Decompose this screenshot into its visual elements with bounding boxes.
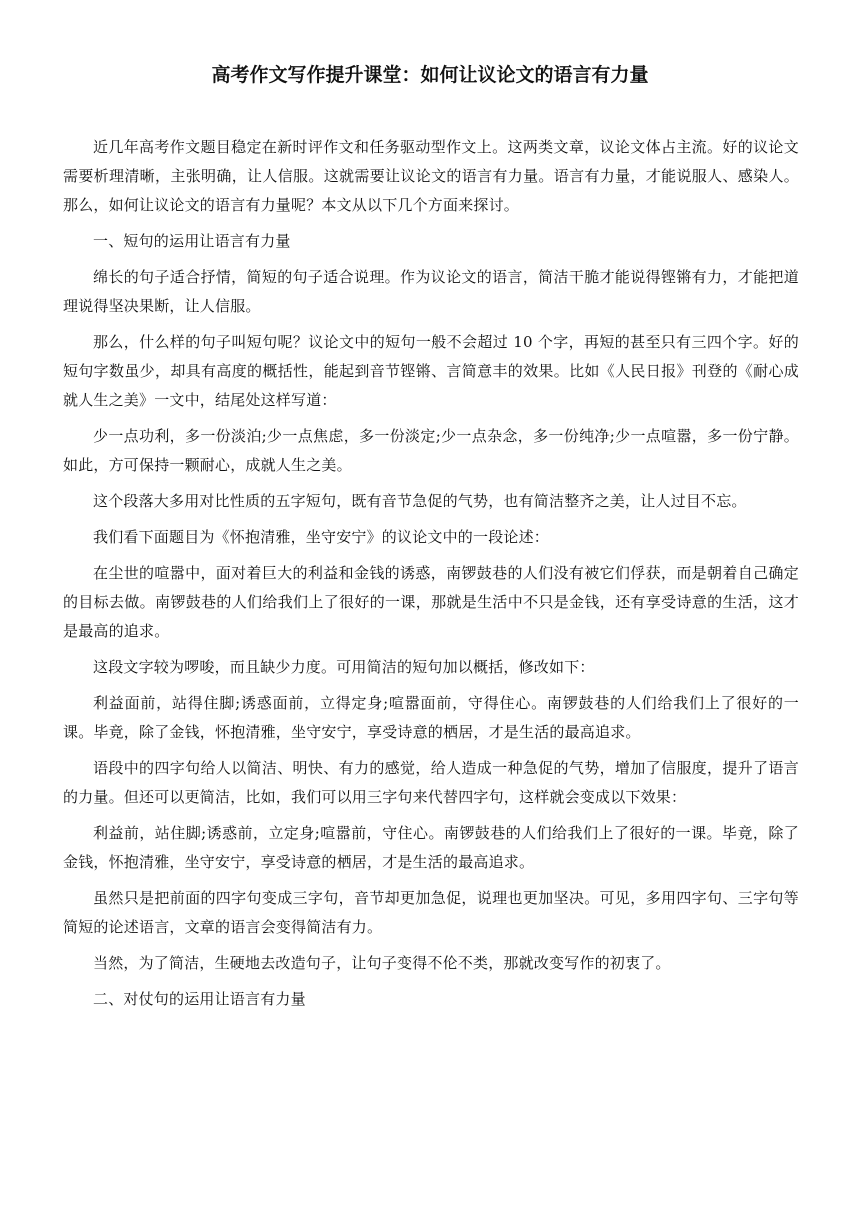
paragraph: 当然，为了简洁，生硬地去改造句子，让句子变得不伦不类，那就改变写作的初衷了。 — [93, 954, 671, 972]
quote-paragraph: 在尘世的喧嚣中，面对着巨大的利益和金钱的诱惑，南锣鼓巷的人们没有被它们俘获，而是朝着自己确定的目标去做。南锣鼓巷的人们给我们上了很好的一课，那就是生活中不只是金钱，还有享受诗意的生活，这才是最高的追求。 — [63, 564, 799, 640]
quote-paragraph: 利益面前，站得住脚;诱惑面前，立得定身;喧嚣面前，守得住心。南锣鼓巷的人们给我们上了很好的一课。毕竟，除了金钱，怀抱清雅，坐守安宁，享受诗意的栖居，才是生活的最高追求。 — [63, 694, 799, 741]
paragraph: 绵长的句子适合抒情，简短的句子适合说理。作为议论文的语言，简洁干脆才能说得铿锵有力，才能把道理说得坚决果断，让人信服。 — [63, 268, 799, 315]
paragraph: 我们看下面题目为《怀抱清雅，坐守安宁》的议论文中的一段论述： — [93, 528, 550, 546]
document-title: 高考作文写作提升课堂：如何让议论文的语言有力量 — [211, 64, 649, 86]
document-body — [63, 133, 799, 1021]
quote-paragraph: 利益前，站住脚;诱惑前，立定身;喧嚣前，守住心。南锣鼓巷的人们给我们上了很好的一课。毕竟，除了金钱，怀抱清雅，坐守安宁，享受诗意的栖居，才是生活的最高追求。 — [63, 824, 799, 871]
paragraph: 这段文字较为啰唆，而且缺少力度。可用简洁的短句加以概括，修改如下： — [93, 658, 595, 676]
paragraph: 这个段落大多用对比性质的五字短句，既有音节急促的气势，也有简洁整齐之美，让人过目不忘。 — [93, 492, 747, 510]
paragraph-intro: 近几年高考作文题目稳定在新时评作文和任务驱动型作文上。这两类文章，议论文体占主流。好的议论文需要析理清晰，主张明确，让人信服。这就需要让议论文的语言有力量。语言有力量，才能说服人、感染人。那么，如何让议论文的语言有力量呢？本文从以下几个方面来探讨。 — [63, 138, 799, 214]
section-heading-short-sentences: 一、短句的运用让语言有力量 — [93, 232, 291, 250]
quote-paragraph: 少一点功利，多一份淡泊;少一点焦虑，多一份淡定;少一点杂念，多一份纯净;少一点喧嚣，多一份宁静。如此，方可保持一颗耐心，成就人生之美。 — [63, 427, 799, 474]
section-heading-parallel-sentences: 二、对仗句的运用让语言有力量 — [93, 990, 306, 1008]
paragraph: 语段中的四字句给人以简洁、明快、有力的感觉，给人造成一种急促的气势，增加了信服度，提升了语言的力量。但还可以更简洁，比如，我们可以用三字句来代替四字句，这样就会变成以下效果： — [63, 759, 799, 806]
paragraph: 虽然只是把前面的四字句变成三字句，音节却更加急促，说理也更加坚决。可见，多用四字句、三字句等简短的论述语言，文章的语言会变得简洁有力。 — [63, 889, 799, 936]
paragraph: 那么，什么样的句子叫短句呢？议论文中的短句一般不会超过 10 个字，再短的甚至只有三四个字。好的短句字数虽少，却具有高度的概括性，能起到音节铿锵、言简意丰的效果。比如《人民日报》刊登的《耐心成就人生之美》一文中，结尾处这样写道： — [63, 333, 799, 409]
